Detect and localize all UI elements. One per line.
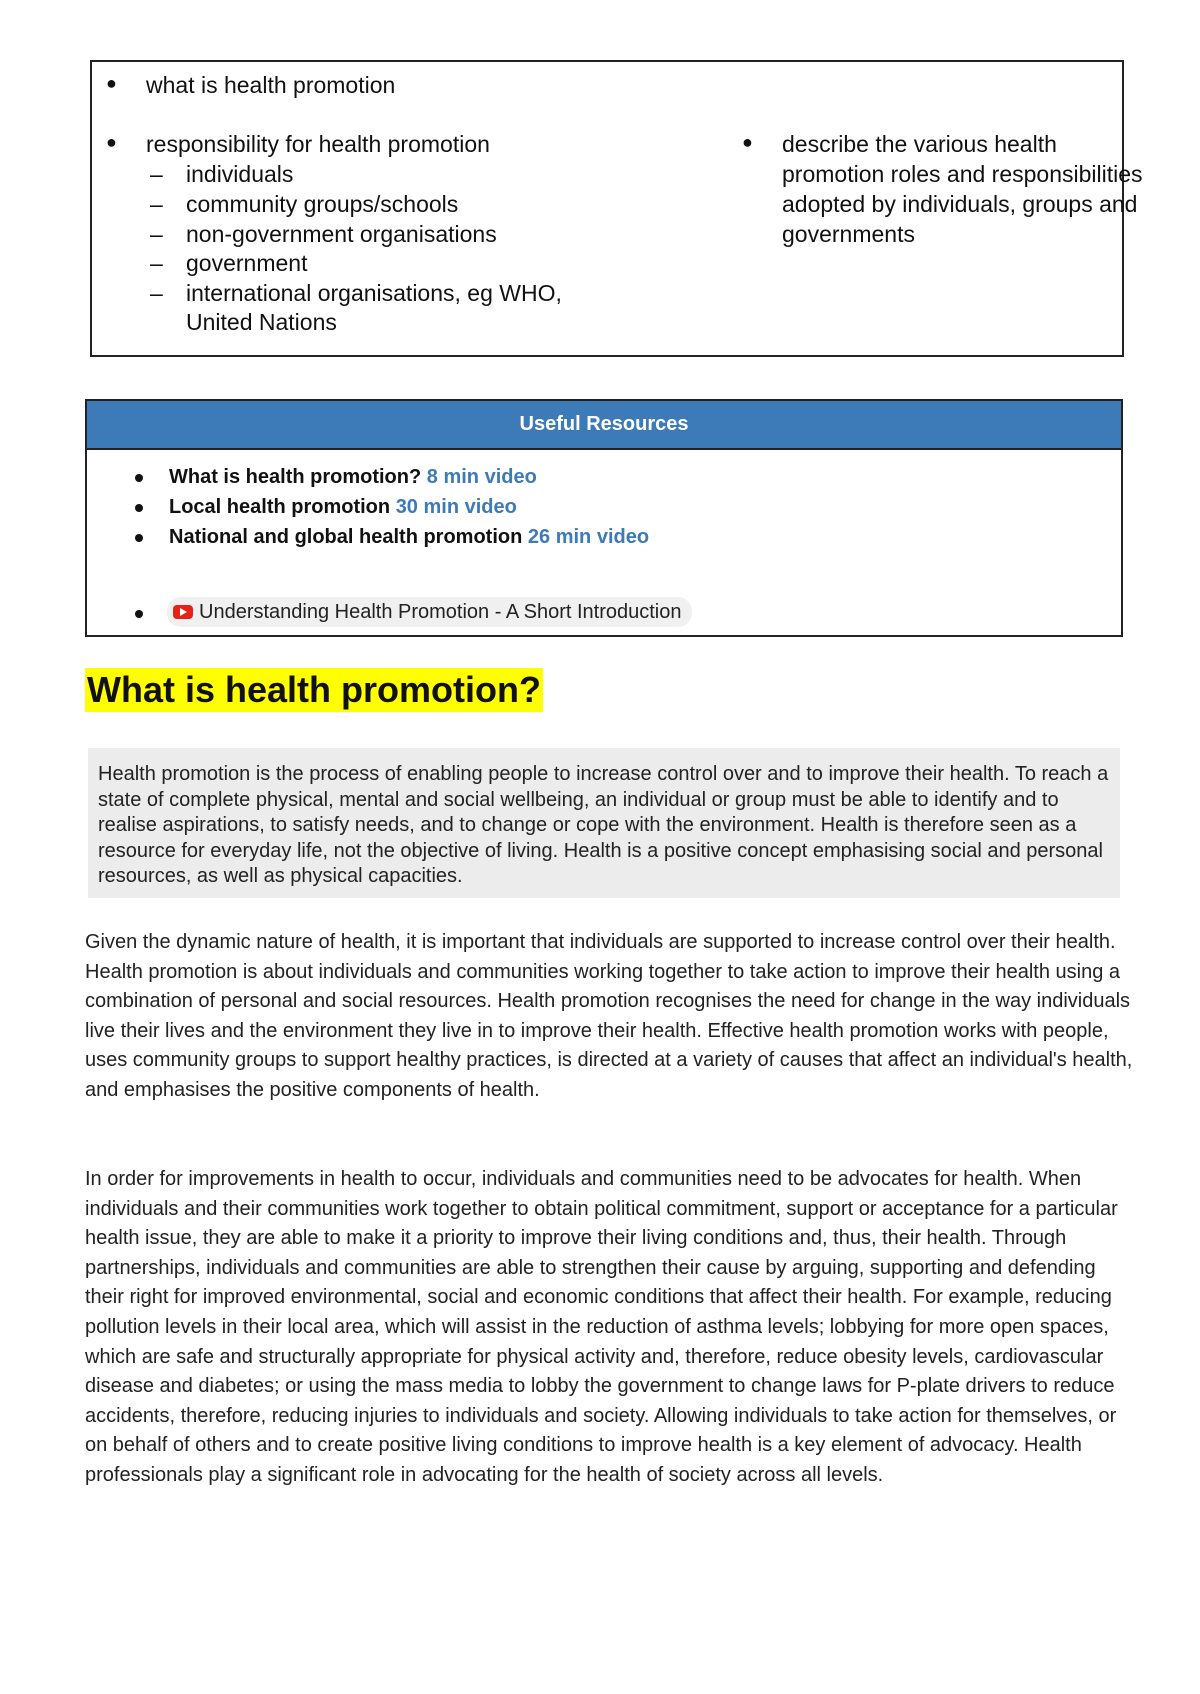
dash-icon: – xyxy=(150,221,163,247)
video-chip-label: Understanding Health Promotion - A Short Introduction xyxy=(199,601,682,623)
dash-icon: – xyxy=(150,191,163,217)
bullet-icon xyxy=(135,610,143,618)
dash-icon: – xyxy=(150,250,163,276)
outcome-line: describe the various health xyxy=(782,131,1057,157)
resource-item xyxy=(169,524,649,550)
resources-header: Useful Resources xyxy=(87,401,1121,450)
body-paragraph: In order for improvements in health to occur, individuals and communities need to be advocates for health. When individuals and their communities work together to obtain political commitment, support or acceptance for a particular health issue, they are able to make it a priority to improve their living conditions and, thus, their health. Through partnerships, individuals and communities are able to strengthen their cause by arguing, supporting and defending their right for improved environmental, social and economic conditions that affect their health. For example, reducing pollution levels in their local area, which will assist in the reduction of asthma levels; lobbying for more open spaces, which are safe and structurally appropriate for physical activity and, therefore, reduce obesity levels, cardiovascular disease and diabetes; or using the mass media to lobby the government to change laws for P-plate drivers to reduce accidents, therefore, reducing injuries to individuals and society. Allowing individuals to take action for themselves, or on behalf of others and to create positive living conditions to improve health is a key element of advocacy. Health professionals play a significant role in advocating for the health of society across all levels. xyxy=(85,1168,1118,1486)
bullet-icon: ● xyxy=(106,132,117,152)
syllabus-subitem: – community groups/schools xyxy=(150,191,459,217)
dash-icon: – xyxy=(150,161,163,187)
outcome-line: governments xyxy=(782,221,915,247)
resource-item xyxy=(169,464,537,490)
resource-item xyxy=(169,494,517,520)
syllabus-subitem: – international organisations, eg WHO, xyxy=(150,280,562,306)
syllabus-item: what is health promotion xyxy=(146,72,396,98)
definition-box: Health promotion is the process of enabling people to increase control over and to improve their health. To reach a state of complete physical, mental and social wellbeing, an individual or group must be able to identify and to realise aspirations, to satisfy needs, and to change or cope with the environment. Health is therefore seen as a resource for everyday life, not the objective of living. Health is a positive concept emphasising social and personal resources, as well as physical capacities. xyxy=(88,748,1120,898)
youtube-icon xyxy=(173,605,193,619)
bullet-icon: ● xyxy=(742,132,753,152)
resource-video-link[interactable]: 26 min video xyxy=(527,526,650,548)
resource-video-link[interactable]: 8 min video xyxy=(426,466,537,488)
bullet-icon xyxy=(135,504,143,512)
syllabus-box xyxy=(90,60,1143,357)
resource-title: Local health promotion xyxy=(169,496,391,518)
video-chip[interactable] xyxy=(167,597,692,627)
syllabus-subitem: – government xyxy=(150,250,308,276)
outcome-line: promotion roles and responsibilities xyxy=(782,161,1143,187)
resources-box xyxy=(85,399,1123,637)
outcome-line: adopted by individuals, groups and xyxy=(782,191,1138,217)
syllabus-subitem: – individuals xyxy=(150,161,294,187)
video-chip-item xyxy=(167,597,692,627)
bullet-icon: ● xyxy=(106,73,117,93)
syllabus-subitem: United Nations xyxy=(186,309,337,335)
resource-title: What is health promotion? xyxy=(169,466,422,488)
bullet-icon xyxy=(135,474,143,482)
resource-title: National and global health promotion xyxy=(169,526,523,548)
syllabus-item: responsibility for health promotion xyxy=(146,131,490,157)
syllabus-outcome xyxy=(782,129,1200,249)
bullet-icon xyxy=(135,534,143,542)
section-heading: What is health promotion? xyxy=(87,669,541,710)
dash-icon: – xyxy=(150,280,163,306)
resource-video-link[interactable]: 30 min video xyxy=(395,496,517,518)
body-paragraph: Given the dynamic nature of health, it is important that individuals are supported to increase control over their health. Health promotion is about individuals and communities working together to take action to improve their health using a combination of personal and social resources. Health promotion recognises the need for change in the way individuals live their lives and the environment they live in to improve their health. Effective health promotion works with people, uses community groups to support healthy practices, is directed at a variety of causes that affect an individual's health, and emphasises the positive components of health. xyxy=(85,931,1133,1101)
syllabus-subitem: – non-government organisations xyxy=(150,221,497,247)
